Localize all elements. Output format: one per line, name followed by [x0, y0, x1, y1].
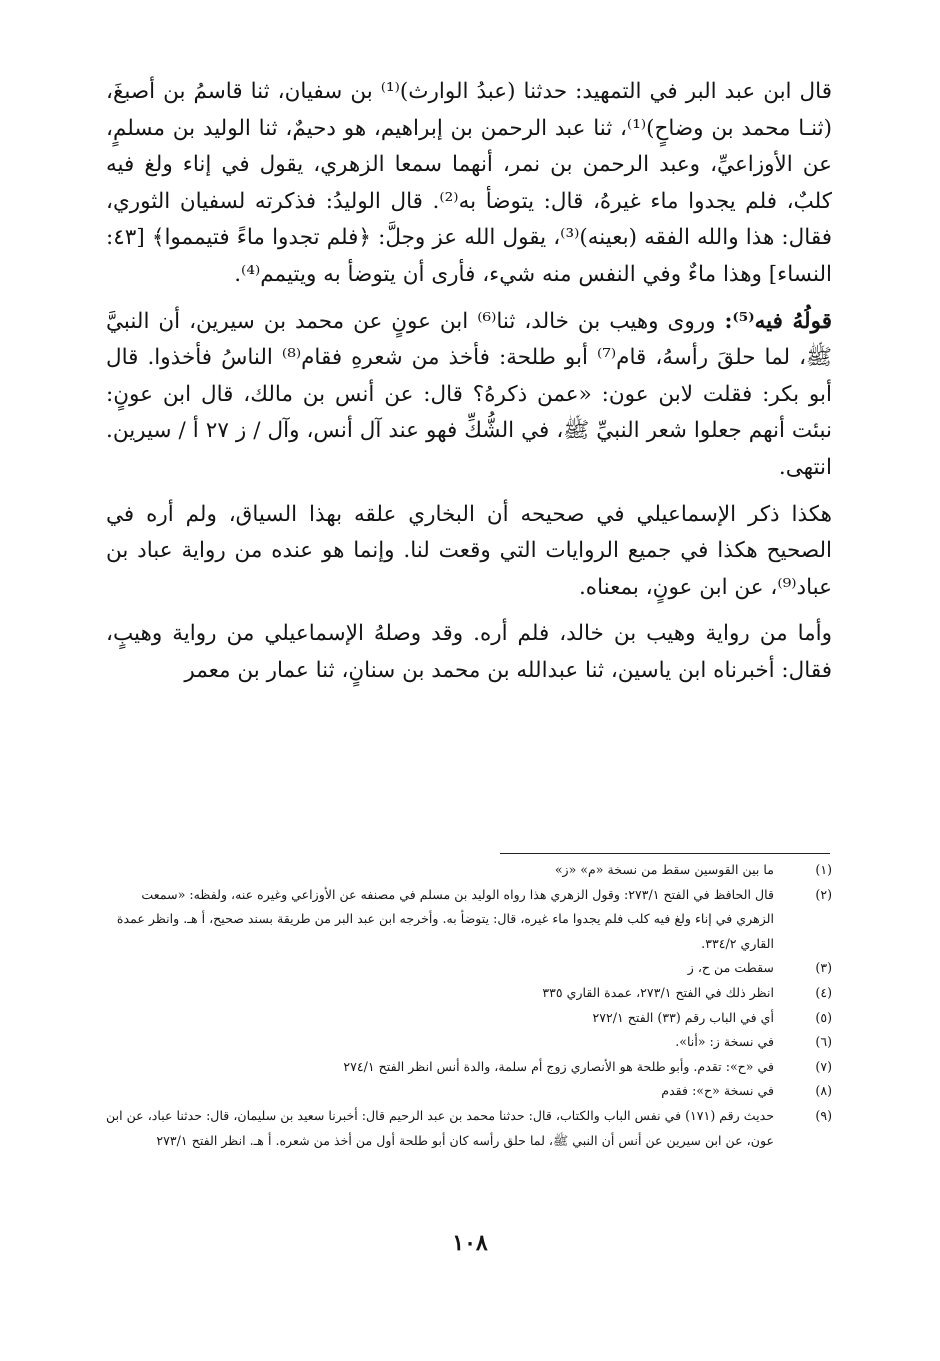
footnote-text: في نسخة ز: «أنا». [675, 1034, 774, 1050]
footnote-4 [102, 981, 832, 1006]
footnote-text: انظر ذلك في الفتح ٢٧٣/١، عمدة القاري ٣٣٥ [542, 984, 774, 1000]
footnote-separator [500, 853, 830, 854]
footnote-text: سقطت من ح، ز [687, 960, 774, 976]
footnote-7 [102, 1055, 832, 1080]
footnote-number: (٢) [815, 886, 832, 902]
footnote-number: (٩) [815, 1107, 832, 1123]
paragraph-2 [106, 304, 832, 487]
footnote-1 [102, 858, 832, 883]
footnote-9 [102, 1104, 832, 1153]
footnote-number: (٦) [815, 1034, 832, 1050]
footnote-text: ما بين القوسين سقط من نسخة «م» «ز» [554, 862, 774, 877]
footnote-8 [102, 1079, 832, 1104]
footnote-text: أي في الباب رقم (٣٣) الفتح ٢٧٢/١ [592, 1009, 774, 1025]
footnote-number: (٨) [815, 1083, 832, 1099]
footnote-3 [102, 956, 832, 981]
footnote-text: في نسخة «ح»: فقدم [661, 1083, 774, 1099]
footnote-text: في «ح»: تقدم. وأبو طلحة هو الأنصاري زوج أم سلمة، والدة أنس انظر الفتح ٢٧٤/١ [343, 1058, 774, 1074]
footnote-2 [102, 883, 832, 957]
footnote-number: (٤) [815, 984, 832, 1000]
footnote-6 [102, 1030, 832, 1055]
paragraph-3: هكذا ذكر الإسماعيلي في صحيحه أن البخاري علقه بهذا السياق، ولم أره في الصحيح هكذا في جميع الروايات التي وقعت لنا. وإنما هو عنده من رواية عباد بن عباد⁽⁹⁾، عن ابن عونٍ، بمعناه. [106, 501, 832, 600]
footnote-number: (٣) [815, 960, 832, 976]
footnote-5 [102, 1006, 832, 1031]
paragraph-2-lead: قولُهُ فيه⁽⁵⁾: [724, 308, 832, 334]
paragraph-1: قال ابن عبد البر في التمهيد: حدثنا (عبدُ الوارث)⁽¹⁾ بن سفيان، ثنا قاسمُ بن أصبغَ، (ثنـا محمد بن وضاحٍ)⁽¹⁾، ثنا عبد الرحمن بن إبراهيم، هو دحيمٌ، ثنا الوليد بن مسلمٍ، عن الأوزاعيِّ، وعبد الرحمن بن نمر، أنهما سمعا الزهري، يقول في إناء ولغ فيه كلبٌ، فلم يجدوا ماء غيرهُ، قال: يتوضأ به⁽²⁾. قال الوليدُ: فذكرته لسفيان الثوري، فقال: هذا والله الفقه (بعينه)⁽³⁾، يقول الله عز وجلَّ: ﴿فلم تجدوا ماءً فتيمموا﴾ [٤٣: النساء] وهذا ماءٌ وفي النفس منه شيء، فأرى أن يتوضأ به ويتيمم⁽⁴⁾. [106, 79, 832, 287]
footnote-number: (٧) [815, 1058, 832, 1074]
page-number: ١٠٨ [452, 1230, 488, 1256]
paragraph-2-text: وروى وهيب بن خالد، ثنا⁽⁶⁾ ابن عونٍ عن محمد بن سيرين، أن النبيَّ ﷺ، لما حلقَ رأسهُ، قام⁽⁷⁾ أبو طلحة: فأخذ من شعرهِ فقام⁽⁸⁾ الناسُ فأخذوا. قال أبو بكر: فقلت لابن عون: «عمن ذكرهُ؟ قال: عن أنس بن مالك، قال ابن عونٍ: نبئت أنهم جعلوا شعر النبيِّ ﷺ، في الشُّكِّ فهو عند آل أنس، وآل / ز ٢٧ أ / سيرين. انتهى. [106, 308, 833, 480]
footnote-number: (١) [815, 862, 832, 877]
footnote-number: (٥) [815, 1009, 832, 1025]
paragraph-4: وأما من رواية وهيب بن خالد، فلم أره. وقد وصلهُ الإسماعيلي من رواية وهيبٍ، فقال: أخبرناه ابن ياسين، ثنا عبدالله بن محمد بن سنانٍ، ثنا عمار بن معمر [106, 621, 832, 683]
footnote-text: حديث رقم (١٧١) في نفس الباب والكتاب، قال: حدثنا محمد بن عبد الرحيم قال: أخبرنا سعيد بن سليمان، قال: حدثنا عباد، عن ابن عون، عن ابن سيرين عن أنس أن النبي ﷺ، لما حلق رأسه كان أبو طلحة أول من أخذ من شعره. أ هـ. انظر الفتح ٢٧٣/١ [106, 1107, 774, 1148]
main-text [106, 74, 832, 700]
footnote-text: قال الحافظ في الفتح ٢٧٣/١: وقول الزهري هذا رواه الوليد بن مسلم في مصنفه عن الأوزاعي وغيره عنه، ولفظه: «سمعت الزهري في إناء ولغ فيه كلب فلم يجدوا ماء غيره، قال: يتوضأ به. وأخرجه ابن عبد البر من طريقة بسند صحيح، أ هـ. وانظر عمدة القاري ٣٣٤/٢. [116, 886, 774, 951]
footnotes [102, 858, 832, 1153]
